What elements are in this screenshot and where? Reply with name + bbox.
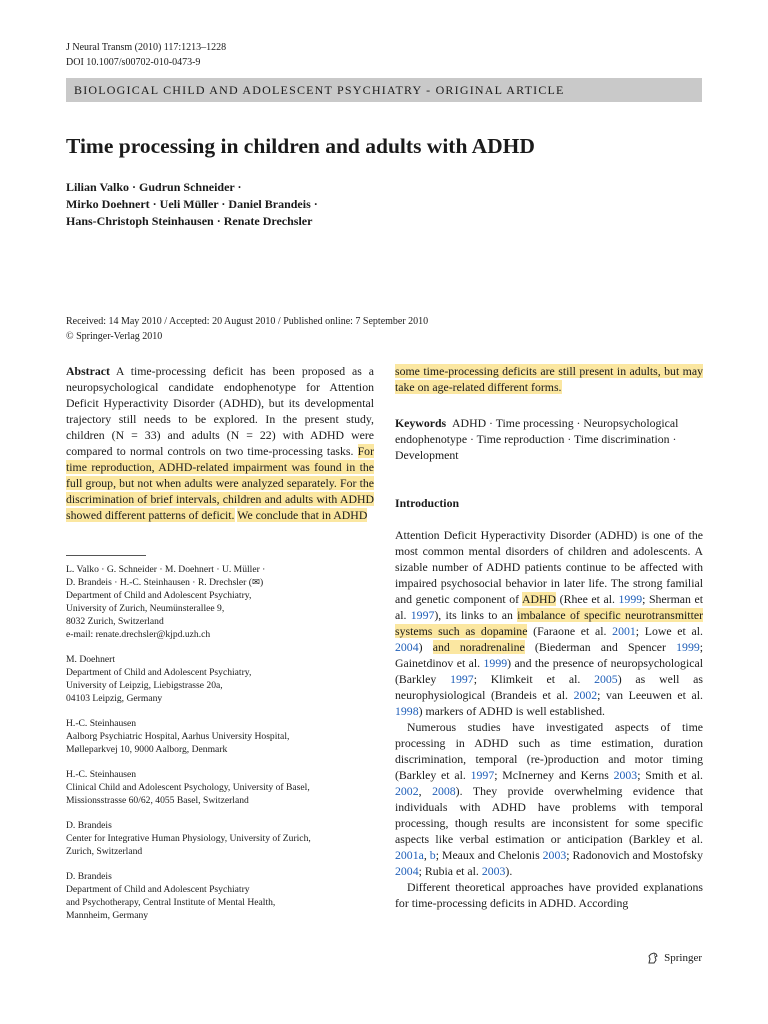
text-run: ), its links to an: [434, 608, 513, 622]
left-column: [66, 363, 374, 523]
affiliation-line: D. Brandeis: [66, 871, 112, 882]
text-run: ) markers of ADHD is well established.: [418, 704, 606, 718]
publication-dates: [66, 314, 428, 344]
citation-link[interactable]: 2003: [613, 768, 638, 782]
citation-link[interactable]: 2008: [432, 784, 456, 798]
citation-link[interactable]: 1997: [450, 672, 474, 686]
text-run: (Rhee et al.: [559, 592, 615, 606]
author-line: Mirko Doehnert · Ueli Müller · Daniel Brandeis ·: [66, 197, 318, 211]
citation-link[interactable]: 2004: [395, 864, 419, 878]
text-run: ; Rubia et al.: [418, 864, 479, 878]
copyright-notice: © Springer-Verlag 2010: [66, 331, 163, 342]
abstract-label: Abstract: [66, 364, 110, 378]
affiliations: [66, 563, 374, 934]
keywords-text: ADHD · Time processing · Neuropsychological endophenotype · Time reproduction · Time discrimination · Development: [395, 416, 679, 462]
journal-citation: J Neural Transm (2010) 117:1213–1228: [66, 42, 227, 53]
citation-link[interactable]: 1999: [618, 592, 643, 606]
affiliation-block: [66, 870, 374, 922]
affiliation-line: Department of Child and Adolescent Psychiatry,: [66, 667, 252, 678]
citation-link[interactable]: 2005: [594, 672, 618, 686]
author-line: Lilian Valko · Gudrun Schneider ·: [66, 180, 242, 194]
affiliation-line: H.-C. Steinhausen: [66, 769, 137, 780]
abstract-continuation: [395, 363, 703, 395]
affiliation-line: Mannheim, Germany: [66, 910, 149, 921]
affiliation-line: Department of Child and Adolescent Psychiatry,: [66, 590, 252, 601]
publisher-name: Springer: [664, 952, 702, 964]
affiliation-line: Center for Integrative Human Physiology, University of Zurich,: [66, 833, 311, 844]
text-run: (Faraone et al.: [533, 624, 607, 638]
affiliation-email[interactable]: e-mail: renate.drechsler@kjpd.uzh.ch: [66, 629, 211, 640]
affiliation-line: 04103 Leipzig, Germany: [66, 693, 163, 704]
text-run: ; Smith et al.: [637, 768, 704, 782]
highlight-neurotransmitter: imbalance of specific neurotransmitter systems such as dopamine: [395, 608, 704, 638]
keywords: [395, 415, 703, 463]
text-run: ). They provide overwhelming evidence that individuals with ADHD have problems with temporal processing, though results are inconsistent for some specific aspects like verbal estimation or anticipation (Barkley et al.: [395, 784, 703, 846]
affiliation-line: Missionsstrasse 60/62, 4055 Basel, Switzerland: [66, 795, 249, 806]
text-run: ,: [423, 848, 427, 862]
abstract-conclusion-highlight: We conclude that in ADHD: [237, 508, 368, 522]
affiliation-line: Mølleparkvej 10, 9000 Aalborg, Denmark: [66, 744, 228, 755]
citation-link[interactable]: 2002: [395, 784, 419, 798]
author-line: Hans-Christoph Steinhausen · Renate Drechsler: [66, 214, 313, 228]
journal-header: [66, 40, 226, 70]
keywords-label: Keywords: [395, 416, 447, 430]
text-run: ; Radonovich and Mostofsky: [566, 848, 703, 862]
text-run: ; Gainetdinov et al.: [395, 640, 704, 670]
citation-link[interactable]: 1999: [676, 640, 700, 654]
abstract: [66, 363, 374, 523]
highlight-adhd: ADHD: [522, 592, 557, 606]
affiliation-divider: [66, 555, 146, 556]
text-run: Attention Deficit Hyperactivity Disorder (ADHD) is one of the most common mental disorders of children and adolescents. A sizable number of ADHD patients continue to be affected with impaired psychosocial behavior in later life. The strong familial and genetic component of: [395, 528, 703, 606]
citation-link[interactable]: b: [429, 848, 436, 862]
citation-link[interactable]: 2001: [612, 624, 636, 638]
affiliation-line: 8032 Zurich, Switzerland: [66, 616, 164, 627]
article-title: Time processing in children and adults with ADHD: [66, 134, 535, 158]
citation-link[interactable]: 1997: [410, 608, 435, 622]
received-accepted-published: Received: 14 May 2010 / Accepted: 20 August 2010 / Published online: 7 September 2010: [66, 316, 429, 327]
text-run: ; McInerney and Kerns: [494, 768, 609, 782]
text-run: (Biederman and Spencer: [534, 640, 666, 654]
affiliation-line: University of Leipzig, Liebigstrasse 20a,: [66, 680, 223, 691]
affiliation-line: Aalborg Psychiatric Hospital, Aarhus University Hospital,: [66, 731, 290, 742]
journal-doi[interactable]: DOI 10.1007/s00702-010-0473-9: [66, 57, 201, 68]
affiliation-block: [66, 819, 374, 858]
citation-link[interactable]: 2001a: [395, 848, 424, 862]
intro-paragraph-2: [395, 719, 703, 879]
text-run: ; Klimkeit et al.: [473, 672, 581, 686]
springer-horse-icon: [646, 951, 660, 965]
article-category-bar: BIOLOGICAL CHILD AND ADOLESCENT PSYCHIATRY - ORIGINAL ARTICLE: [66, 78, 702, 102]
abstract-highlight: For time reproduction, ADHD-related impairment was found in the full group, but not when adults were analyzed separately. For the discrimination of brief intervals, children and adults with ADHD showed different patterns of deficit.: [66, 444, 374, 522]
citation-link[interactable]: 1997: [470, 768, 495, 782]
text-run: Numerous studies have investigated aspects of time processing in ADHD such as time estimation, duration discrimination, temporal (re-)production and motor timing (Barkley et al.: [395, 720, 703, 782]
affiliation-block: [66, 653, 374, 705]
text-run: ) and the presence of neuropsychological (Barkley: [395, 656, 703, 686]
right-column: [395, 363, 703, 911]
text-run: ): [418, 640, 423, 654]
citation-link[interactable]: 2002: [573, 688, 598, 702]
citation-link[interactable]: 1998: [395, 704, 419, 718]
author-list: [66, 179, 318, 230]
affiliation-line: Department of Child and Adolescent Psychiatry: [66, 884, 250, 895]
citation-link[interactable]: 2004: [395, 640, 419, 654]
text-run: ,: [418, 784, 422, 798]
text-run: ; van Leeuwen et al.: [597, 688, 703, 702]
affiliation-line: M. Doehnert: [66, 654, 116, 665]
abstract-text: A time-processing deficit has been proposed as a neuropsychological candidate endophenotype for Attention Deficit Hyperactivity Disorder (ADHD), but its developmental trajectory still needs to be explored. In the present study, children (N = 33) and adults (N = 22) with ADHD were compared to normal controls on two time-processing tasks.: [66, 364, 374, 458]
text-run: ).: [505, 864, 513, 878]
affiliation-line: D. Brandeis: [66, 820, 112, 831]
text-run: ; Meaux and Chelonis: [435, 848, 540, 862]
affiliation-line: University of Zurich, Neumünsterallee 9,: [66, 603, 225, 614]
affiliation-block: [66, 563, 374, 641]
intro-paragraph-3: Different theoretical approaches have provided explanations for time-processing deficits in ADHD. According: [395, 880, 703, 910]
affiliation-line: and Psychotherapy, Central Institute of Mental Health,: [66, 897, 276, 908]
affiliation-block: [66, 768, 374, 807]
affiliation-line: D. Brandeis · H.-C. Steinhausen · R. Drechsler (✉): [66, 577, 264, 588]
affiliation-line: Clinical Child and Adolescent Psychology, University of Basel,: [66, 782, 310, 793]
text-run: ; Sherman et al.: [395, 592, 703, 622]
text-run: ) as well as neurophysiological (Brandeis et al.: [395, 672, 704, 702]
intro-paragraph-1: [395, 527, 703, 719]
highlight-noradrenaline: and noradrenaline: [432, 640, 525, 654]
introduction-heading: Introduction: [395, 496, 460, 510]
citation-link[interactable]: 2003: [542, 848, 567, 862]
abstract-continuation-highlight: some time-processing deficits are still present in adults, but may take on age-related different forms.: [395, 364, 703, 394]
affiliation-block: [66, 717, 374, 756]
affiliation-line: L. Valko · G. Schneider · M. Doehnert · U. Müller ·: [66, 564, 266, 575]
publisher-logo: [646, 951, 702, 965]
affiliation-line: Zurich, Switzerland: [66, 846, 143, 857]
affiliation-line: H.-C. Steinhausen: [66, 718, 137, 729]
text-run: ; Lowe et al.: [635, 624, 703, 638]
citation-link[interactable]: 1999: [483, 656, 508, 670]
citation-link[interactable]: 2003: [481, 864, 506, 878]
